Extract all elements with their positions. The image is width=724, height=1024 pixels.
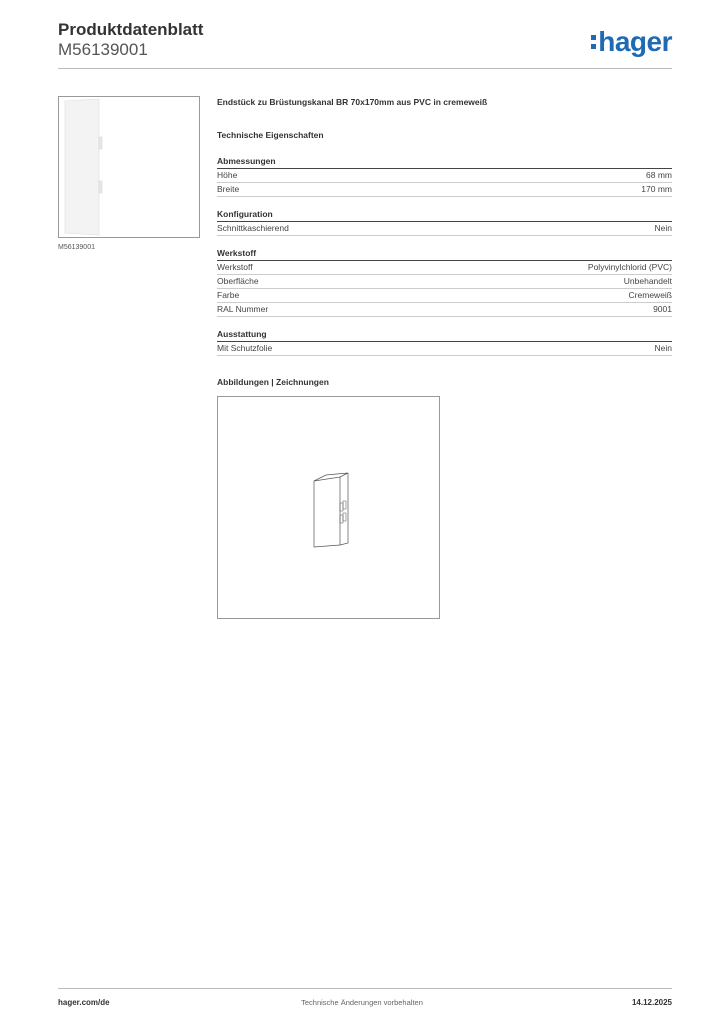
footer-date: 14.12.2025	[631, 998, 672, 1007]
product-description: Endstück zu Brüstungskanal BR 70x170mm aus PVC in cremeweiß	[217, 97, 488, 107]
technical-properties-heading: Technische Eigenschaften	[217, 130, 324, 140]
property-label: Werkstoff	[217, 262, 253, 272]
property-row	[217, 275, 672, 289]
section-konfiguration	[217, 209, 672, 236]
property-row	[217, 183, 672, 197]
property-label: Farbe	[217, 290, 240, 300]
property-label: RAL Nummer	[217, 304, 269, 314]
product-drawing	[218, 397, 439, 618]
property-row	[217, 222, 672, 236]
property-label: Schnittkaschierend	[217, 223, 289, 233]
footer-website: hager.com/de	[58, 998, 110, 1007]
logo-text: hager	[598, 26, 672, 57]
section-heading: Werkstoff	[217, 248, 672, 261]
header-divider	[58, 68, 672, 69]
property-value: Nein	[654, 343, 672, 353]
property-value: Polyvinylchlorid (PVC)	[587, 262, 672, 272]
figures-box	[217, 396, 440, 619]
property-row	[217, 289, 672, 303]
property-row	[217, 303, 672, 317]
page-title: Produktdatenblatt	[58, 20, 204, 39]
property-value: Nein	[654, 223, 672, 233]
section-werkstoff	[217, 248, 672, 317]
section-heading: Ausstattung	[217, 329, 672, 342]
property-row	[217, 261, 672, 275]
section-ausstattung	[217, 329, 672, 356]
property-value: Unbehandelt	[623, 276, 672, 286]
property-value: 68 mm	[646, 170, 672, 180]
property-row	[217, 342, 672, 356]
figures-heading: Abbildungen | Zeichnungen	[217, 377, 329, 387]
logo-dots-icon	[591, 35, 596, 49]
thumbnail-caption: M56139001	[58, 244, 95, 251]
section-abmessungen	[217, 156, 672, 197]
property-value: Cremeweiß	[628, 290, 672, 300]
property-value: 9001	[653, 304, 672, 314]
property-label: Höhe	[217, 170, 238, 180]
article-number: M56139001	[58, 40, 148, 59]
property-value: 170 mm	[641, 184, 672, 194]
footer-disclaimer: Technische Änderungen vorbehalten	[301, 998, 423, 1007]
section-heading: Abmessungen	[217, 156, 672, 169]
product-details	[217, 97, 672, 356]
property-label: Breite	[217, 184, 240, 194]
product-thumbnail-image	[59, 97, 199, 237]
product-thumbnail	[58, 96, 200, 238]
hager-logo	[591, 26, 672, 58]
property-label: Mit Schutzfolie	[217, 343, 273, 353]
property-label: Oberfläche	[217, 276, 259, 286]
property-row	[217, 169, 672, 183]
section-heading: Konfiguration	[217, 209, 672, 222]
footer-divider	[58, 988, 672, 989]
